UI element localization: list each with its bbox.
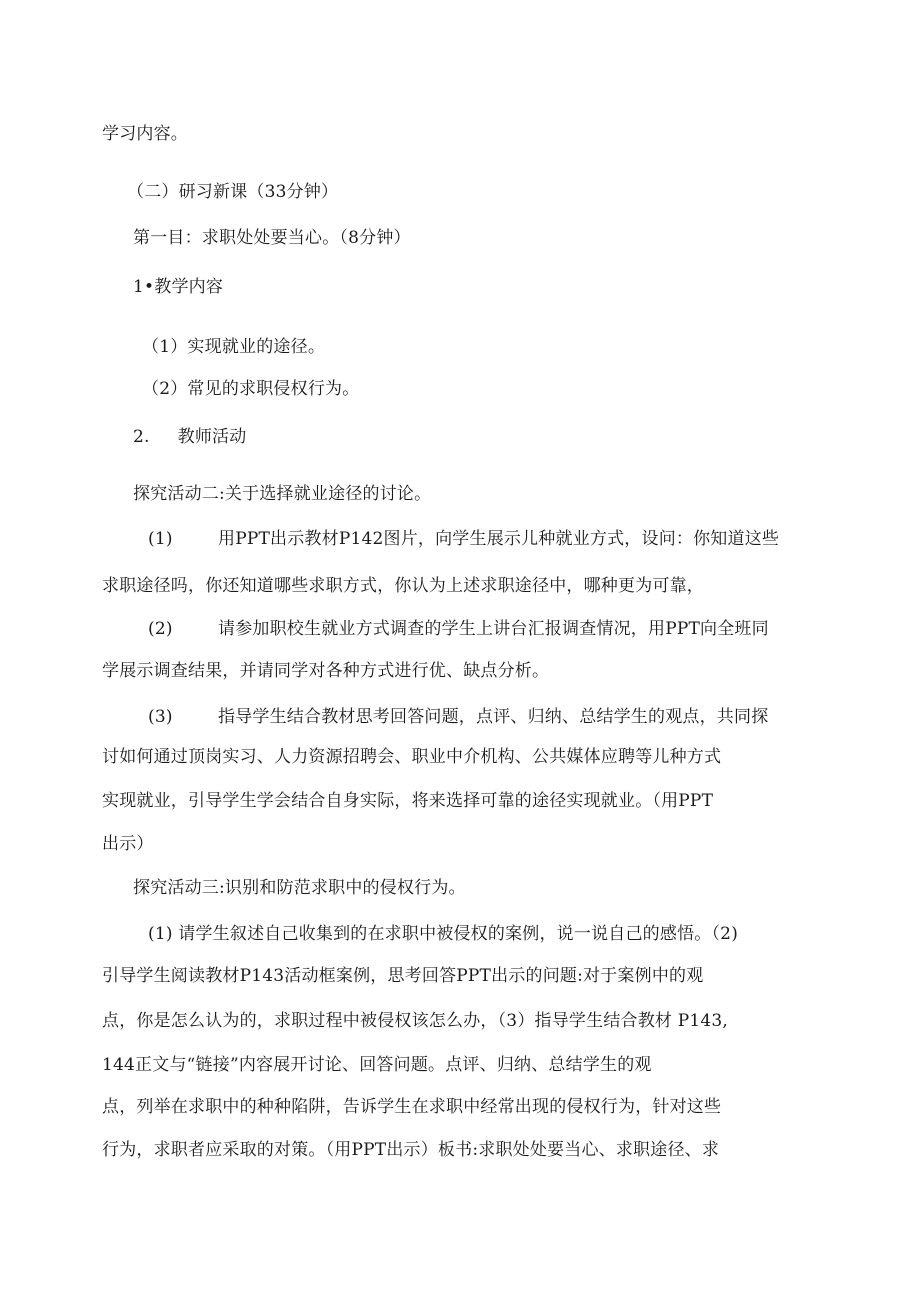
list-item: （2）常见的求职侵权行为。 [142, 379, 360, 399]
paragraph-line: (1) 请学生叙述自己收集到的在求职中被侵权的案例，说一说自己的感悟。（2) [148, 924, 739, 944]
item-text: 用PPT出示教材P142图片，向学生展示儿种就业方式，设问：你知道这些 [218, 529, 780, 549]
item-text: 请参加职校生就业方式调查的学生上讲台汇报调查情况，用PPT向全班同 [218, 619, 769, 639]
paragraph-line [148, 706, 768, 728]
item-number: 2. [133, 427, 150, 447]
paragraph-line: 行为，求职者应采取的对策。（用PPT出示）板书:求职处处要当心、求职途径、求 [102, 1140, 720, 1160]
activity-heading: 探究活动三:识别和防范求职中的侵权行为。 [133, 878, 466, 898]
item-number: (3) [148, 707, 173, 727]
item-heading [133, 426, 246, 448]
paragraph-line: 出示） [102, 834, 154, 854]
paragraph-line [148, 528, 779, 550]
paragraph-line: 求职途径吗，你还知道哪些求职方式，你认为上述求职途径中，哪种更为可靠， [102, 576, 704, 596]
paragraph-line: 144正文与“链接”内容展开讨论、回答问题。点评、归纳、总结学生的观 [102, 1055, 652, 1075]
item-number: (1) [148, 529, 173, 549]
paragraph-line: 实现就业，引导学生学会结合自身实际，将来选择可靠的途径实现就业。（用PPT [102, 791, 714, 811]
item-number: (2) [148, 619, 173, 639]
subsection-heading: 第一目：求职处处要当心。（8分钟） [133, 228, 411, 248]
list-item: （1）实现就业的途径。 [142, 337, 326, 357]
paragraph-line: 点，你是怎么认为的，求职过程中被侵权该怎么办，（3）指导学生结合教材 P143, [102, 1011, 729, 1031]
paragraph-line [148, 618, 769, 640]
paragraph-line: 点，列举在求职中的种种陷阱，告诉学生在求职中经常出现的侵权行为，针对这些 [102, 1097, 722, 1117]
paragraph-line: 学展示调查结果，并请同学对各种方式进行优、缺点分析。 [102, 661, 550, 681]
paragraph-line: 学习内容。 [102, 124, 188, 144]
section-heading: （二）研习新课（33分钟） [127, 182, 339, 202]
activity-heading: 探究活动二:关于选择就业途径的讨论。 [133, 484, 432, 504]
paragraph-line: 讨如何通过顶岗实习、人力资源招聘会、职业中介机构、公共媒体应聘等儿种方式 [102, 747, 722, 767]
item-heading: 1•教学内容 [133, 277, 224, 297]
item-title: 教师活动 [177, 427, 247, 447]
item-text: 指导学生结合教材思考回答问题，点评、归纳、总结学生的观点，共同探 [218, 707, 769, 727]
paragraph-line: 引导学生阅读教材P143活动框案例，思考回答PPT出示的问题:对于案例中的观 [102, 966, 704, 986]
